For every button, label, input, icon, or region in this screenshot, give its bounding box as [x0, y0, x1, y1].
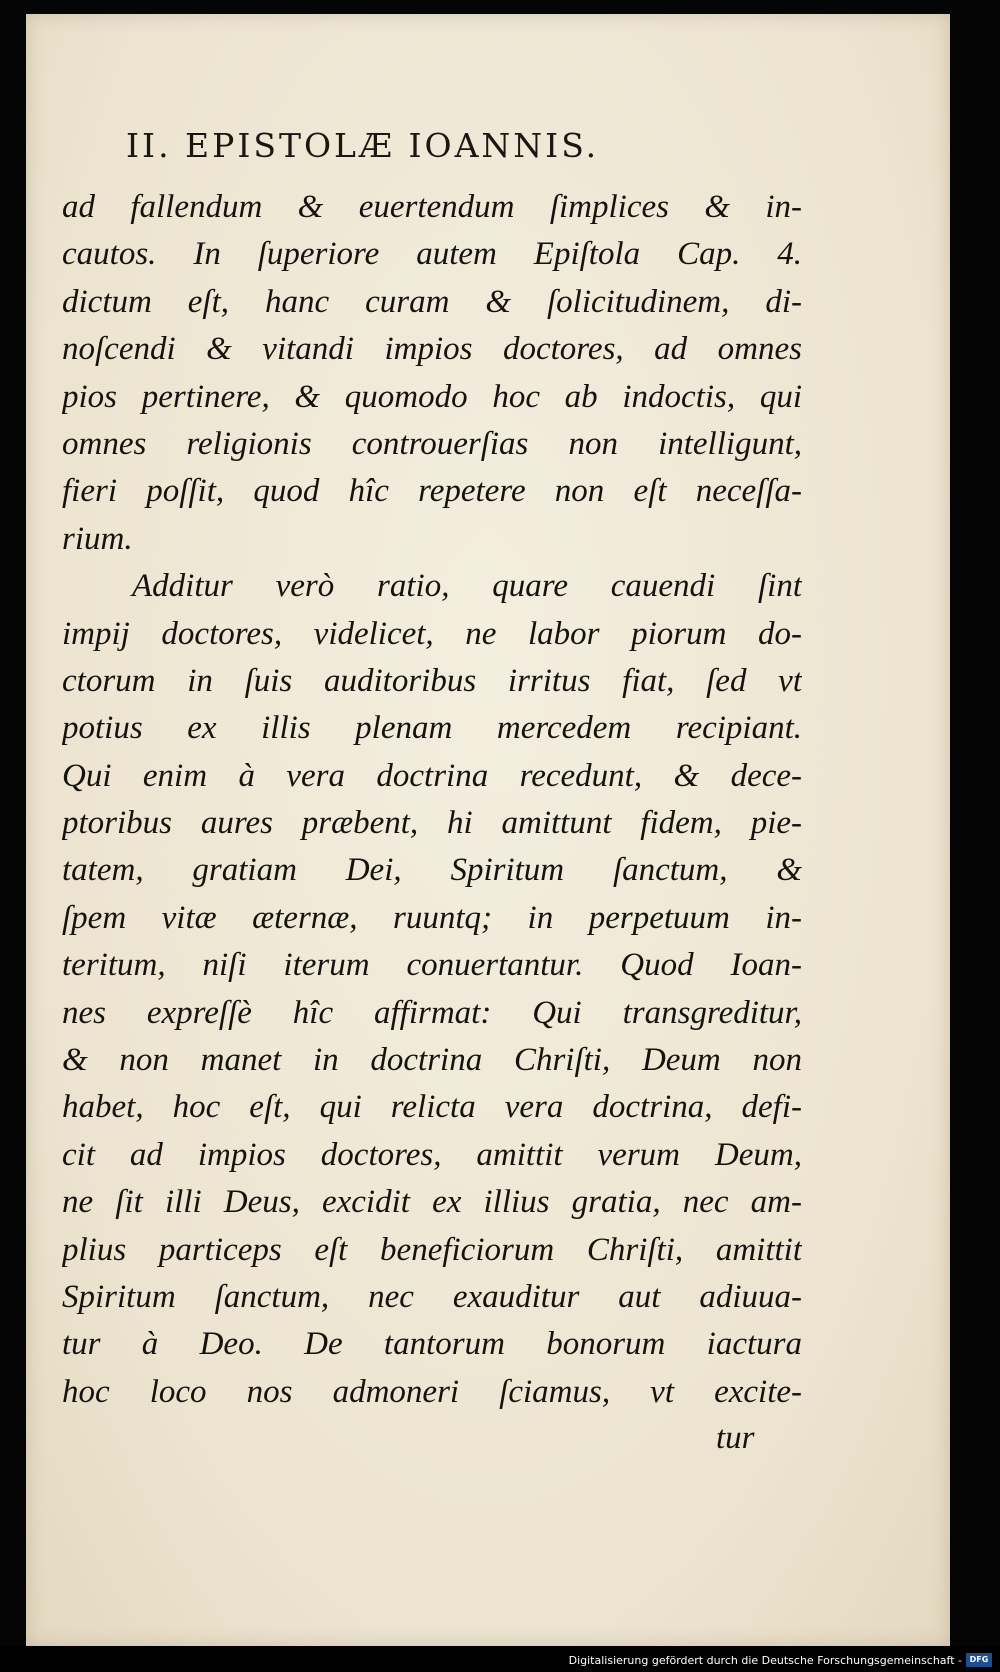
text-line: Additur verò ratio, quare cauendi ſint — [132, 568, 802, 605]
text-line: cautos. In ſuperiore autem Epiſtola Cap. 4. — [62, 236, 802, 273]
text-line: & non manet in doctrina Chriſti, Deum non — [62, 1042, 802, 1079]
text-line: noſcendi & vitandi impios doctores, ad omnes — [62, 331, 802, 368]
text-line: potius ex illis plenam mercedem recipiant. — [62, 710, 802, 747]
text-line: pios pertinere, & quomodo hoc ab indoctis, qui — [62, 378, 802, 415]
text-line: tur à Deo. De tantorum bonorum iactura — [62, 1326, 802, 1363]
text-line: rium. — [62, 520, 133, 557]
text-line: ſpem vitæ æternæ, ruuntq; in perpetuum in- — [62, 899, 802, 936]
text-line: nes expreſſè hîc affirmat: Qui transgreditur, — [62, 994, 802, 1031]
text-line: ne ſit illi Deus, excidit ex illius gratia, nec am- — [62, 1184, 802, 1221]
catchword: tur — [716, 1420, 755, 1456]
book-page — [26, 14, 950, 1646]
text-line: Spiritum ſanctum, nec exauditur aut adiuua- — [62, 1278, 802, 1315]
text-line: omnes religionis controuerſias non intelligunt, — [62, 425, 802, 462]
text-line: ptoribus aures præbent, hi amittunt fidem, pie- — [62, 805, 802, 842]
dfg-logo: DFG — [966, 1653, 992, 1667]
text-line: ctorum in ſuis auditoribus irritus fiat, ſed vt — [62, 662, 802, 699]
text-line: ad fallendum & euertendum ſimplices & in- — [62, 189, 802, 225]
text-line: Qui enim à vera doctrina recedunt, & dece- — [62, 757, 802, 794]
text-line: tatem, gratiam Dei, Spiritum ſanctum, & — [62, 852, 802, 889]
text-line: plius particeps eſt beneficiorum Chriſti, amittit — [62, 1231, 802, 1268]
running-header: II. EPISTOLÆ IOANNIS. — [126, 126, 600, 165]
footer-bar — [0, 1646, 1000, 1672]
text-line: fieri poſſit, quod hîc repetere non eſt neceſſa- — [62, 473, 802, 510]
body-text — [62, 184, 802, 1416]
text-line: teritum, niſi iterum conuertantur. Quod Ioan- — [62, 947, 802, 984]
text-line: habet, hoc eſt, qui relicta vera doctrina, defi- — [62, 1089, 802, 1126]
funding-credit: Digitalisierung gefördert durch die Deutsche Forschungsgemeinschaft - — [568, 1654, 962, 1667]
text-line: cit ad impios doctores, amittit verum Deum, — [62, 1136, 802, 1173]
text-line: impij doctores, videlicet, ne labor piorum do- — [62, 615, 802, 652]
text-line: dictum eſt, hanc curam & ſolicitudinem, di- — [62, 283, 802, 320]
text-line: hoc loco nos admoneri ſciamus, vt excite- — [62, 1373, 802, 1410]
